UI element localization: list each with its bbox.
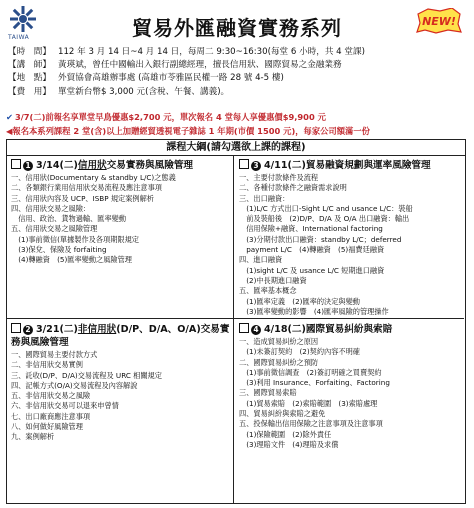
course-item: (3)保兌、保險及 forfaiting: [11, 245, 107, 255]
course-item: 二、非信用狀交易實例: [11, 360, 83, 370]
course-item: 五、匯率基本概念: [239, 286, 297, 296]
course-item: 一、國際貿易主要付款方式: [11, 350, 98, 359]
magazine-gift-promo: ◀報名本系列課程 2 堂(含)以上加贈經貿透視電子雜誌 1 年期(市價 1500 元)，每家公司額滿一份: [6, 126, 370, 136]
course-item: (1)匯率定義 (2)匯率的決定與變動: [239, 296, 360, 306]
early-bird-promo: ✔ 3/7(二)前報名享單堂早鳥優惠$2,700 元，單次報名 4 堂每人享優惠價$9,900 元: [6, 112, 326, 122]
course-item: 五、信用狀交易之風險管理: [11, 224, 98, 234]
info-time: 【時 間】 112 年 3 月 14 日~4 月 14 日，每周二 9:30~16:30(每堂 6 小時，共 4 堂課): [8, 47, 365, 57]
course-item: 三、信用狀內容及 UCP、ISBP 規定案例解析: [11, 193, 154, 203]
new-badge-text: NEW!: [422, 15, 456, 28]
course-item: 五、投保輸出信用保險之注意事項及注意事項: [239, 419, 383, 429]
outline-title: 課程大綱(請勾選欲上課的課程): [7, 140, 465, 156]
new-badge-icon: [416, 8, 462, 34]
course-item: 信用、政治、貨物過輸、匯率變動: [11, 214, 127, 224]
logo-text: TAIWA: [8, 34, 30, 41]
course-item: 四、進口融資: [239, 255, 283, 265]
course-item: 二、國際貿易糾紛之預防: [239, 357, 319, 367]
course-2-heading: 2 3/21(二)非信用狀(D/P、D/A、O/A)交易實務與風險管理: [11, 324, 230, 348]
course-item: 四、記帳方式(O/A)交易流程及內容解說: [11, 380, 138, 390]
course-item: (1)貿易索賠 (2)索賠範圍 (3)索賠處理: [239, 398, 378, 408]
course-1-heading: 1 3/14(二)信用狀交易實務與風險管理: [11, 159, 231, 172]
course-4: [239, 323, 461, 450]
page-title: 貿易外匯融資實務系列: [132, 16, 342, 40]
check-mark-icon: ✔: [6, 112, 13, 122]
course-item: 七、出口廠商應注意事項: [11, 411, 91, 421]
course-3: [239, 159, 461, 317]
course-item: 四、信用狀交易之風險：: [11, 203, 91, 213]
course-1-checkbox[interactable]: [11, 159, 21, 169]
course-item: 一、造成貿易糾紛之原因: [239, 337, 319, 346]
course-4-checkbox[interactable]: [239, 323, 249, 333]
course-3-items: [239, 173, 461, 317]
course-item: (2)中長期進口融資: [239, 275, 307, 285]
course-item: (4)轉融資 (5)匯率變動之風險管理: [11, 255, 132, 265]
course-item: (1)事前徵信調查 (2)簽訂明確之買賣契約: [239, 367, 382, 377]
grid-divider-horizontal: [7, 318, 464, 319]
course-item: 四、貿易糾紛與索賠之避免: [239, 409, 326, 419]
course-3-checkbox[interactable]: [239, 159, 249, 169]
course-outline-box: [6, 139, 466, 504]
course-item: (3)利用 Insurance、Forfaiting、Factoring: [239, 378, 390, 388]
course-1: [11, 159, 231, 266]
course-grid: [7, 156, 464, 503]
course-item: 二、各類銀行業用信用狀交易流程及應注意事項: [11, 183, 162, 193]
course-1-items: [11, 173, 231, 266]
course-item: 五、非信用狀交易之風險: [11, 391, 91, 401]
info-lecturer: 【講 師】 黃瑛斌，曾任中國輸出入銀行副總經理，擅長信用狀、國際貿易之金融業務: [8, 60, 342, 71]
course-item: (1)未簽訂契約 (2)契約內容不明確: [239, 347, 360, 357]
course-item: 八、如何做好風險管理: [11, 422, 83, 432]
course-item: 二、各種付款條件之融資需求說明: [239, 183, 347, 193]
course-2-items: [11, 350, 231, 443]
course-item: (3)理賠文件 (4)理賠及求償: [239, 439, 339, 449]
course-4-number: 4: [251, 325, 261, 335]
course-item: 六、非信用狀交易可以退來申曾情: [11, 401, 119, 411]
course-item: 三、國際貿易索賠: [239, 388, 297, 398]
course-item: 九、案例解析: [11, 432, 55, 442]
info-location: 【地 點】 外貿協會高雄辦事處 (高雄市苓雅區民權一路 28 號 4-5 樓): [8, 73, 284, 84]
course-2: [11, 323, 231, 443]
course-item: (3)分期付款出口融資：standby L/C；deferred: [239, 234, 402, 244]
course-item: (3)匯率變動的影響 (4)匯率風險的管理操作: [239, 306, 389, 316]
course-4-items: [239, 337, 461, 450]
course-item: 三、託收(D/P、D/A)交易流程及 URC 相關規定: [11, 370, 162, 380]
course-item: (1)L/C 方式出口-Sight L/C and usance L/C：裝船: [239, 203, 413, 213]
course-item: 三、出口融資：: [239, 193, 290, 203]
course-4-heading: 4 4/18(二)國際貿易糾紛與索賠: [239, 323, 461, 336]
course-item: payment L/C (4)轉融資 (5)福費廷融資: [239, 245, 385, 255]
course-item: 一、信用狀(Documentary & standby L/C)之態義: [11, 173, 176, 182]
course-1-number: 1: [23, 161, 33, 171]
course-info: [8, 46, 468, 99]
course-3-heading: 3 4/11(二)貿易融資規劃與運率風險管理: [239, 159, 461, 172]
course-item: (1)事前徵信(單據製作及各項期限規定: [11, 234, 139, 244]
course-2-checkbox[interactable]: [11, 323, 21, 333]
course-item: (1)sight L/C 及 usance L/C 短期進口融資: [239, 265, 385, 275]
info-fee: 【費 用】 單堂新台幣$ 3,000 元(含稅、午餐、講義)。: [8, 86, 230, 97]
course-item: 一、主要付款條件及流程: [239, 173, 319, 182]
course-3-number: 3: [251, 161, 261, 171]
course-item: 前及裝船後 (2)D/P、D/A 及 O/A 出口融資：輸出: [239, 214, 410, 224]
grid-divider-vertical: [233, 156, 234, 503]
course-2-number: 2: [23, 325, 33, 335]
megaphone-icon: ◀: [6, 126, 13, 136]
course-item: (1)保險範圍 (2)除外責任: [239, 429, 332, 439]
course-item: 信用保險+融資、International factoring: [239, 224, 383, 234]
